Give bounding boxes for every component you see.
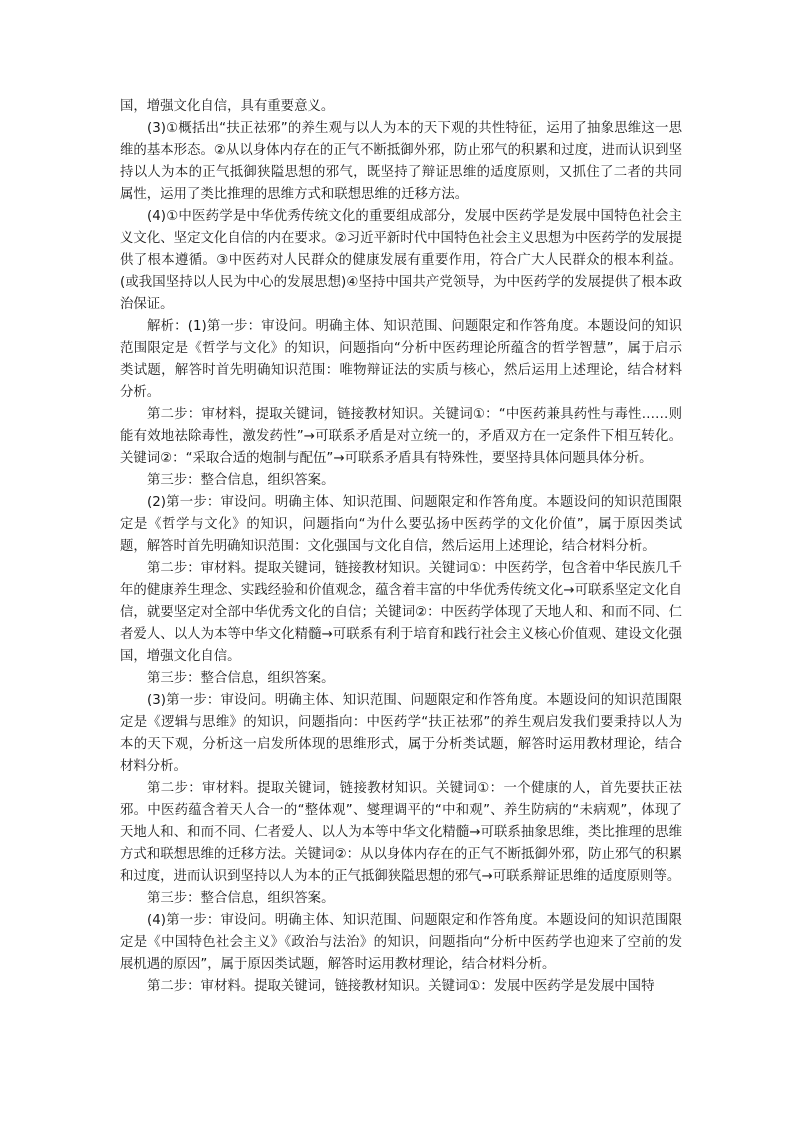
paragraph: 第三步：整合信息，组织答案。 <box>147 891 335 906</box>
paragraph: 第二步：审材料。提取关键词，链接教材知识。关键词①：一个健康的人，首先要扶正祛邪。中医药蕴含着天人合一的“整体观”、燮理调平的“中和观”、养生防病的“未病观”，体现了天地人和、和而不同、仁者爱人、以人为本等中华文化精髓→可联系抽象思维，类比推理的思维方式和联想思维的迁移方法。关键词②：从以身体内存在的正气不断抵御外邪，防止邪气的积累和过度，进而认识到坚持以人为本的正气抵御狭隘思想的邪气→可联系辩证思维的适度原则等。 <box>120 781 682 884</box>
paragraph: 解析：(1)第一步：审设问。明确主体、知识范围、问题限定和作答角度。本题设问的知识范围限定是《哲学与文化》的知识，问题指向“分析中医药理论所蕴含的哲学智慧”，属于启示类试题，解答时首先明确知识范围：唯物辩证法的实质与核心，然后运用上述理论，结合材料分析。 <box>120 319 682 400</box>
paragraph: 第三步：整合信息，组织答案。 <box>147 671 335 686</box>
paragraph: 第二步：审材料，提取关键词，链接教材知识。关键词①：“中医药兼具药性与毒性……则能有效地祛除毒性，激发药性”→可联系矛盾是对立统一的，矛盾双方在一定条件下相互转化。关键词②：“采取合适的炮制与配伍”→可联系矛盾具有特殊性，要坚持具体问题具体分析。 <box>120 407 682 466</box>
paragraph: (4)①中医药学是中华优秀传统文化的重要组成部分，发展中医药学是发展中国特色社会主义文化、坚定文化自信的内在要求。②习近平新时代中国特色社会主义思想为中医药学的发展提供了根本遵循。③中医药对人民群众的健康发展有重要作用，符合广大人民群众的根本利益。(或我国坚持以人民为中心的发展思想)④坚持中国共产党领导，为中医药学的发展提供了根本政治保证。 <box>120 209 682 312</box>
document-body <box>120 96 682 998</box>
paragraph: 第二步：审材料。提取关键词，链接教材知识。关键词①：发展中医药学是发展中国特 <box>147 979 655 994</box>
paragraph: 第三步：整合信息，组织答案。 <box>147 473 335 488</box>
paragraph: (3)①概括出“扶正祛邪”的养生观与以人为本的天下观的共性特征，运用了抽象思维这一思维的基本形态。②从以身体内存在的正气不断抵御外邪，防止邪气的积累和过度，进而认识到坚持以人为本的正气抵御狭隘思想的邪气，既坚持了辩证思维的适度原则，又抓住了二者的共同属性，运用了类比推理的思维方式和联想思维的迁移方法。 <box>120 121 682 202</box>
paragraph: (3)第一步：审设问。明确主体、知识范围、问题限定和作答角度。本题设问的知识范围限定是《逻辑与思维》的知识，问题指向：中医药学“扶正祛邪”的养生观启发我们要秉持以人为本的天下观，分析这一启发所体现的思维形式，属于分析类试题，解答时运用教材理论，结合材料分析。 <box>120 693 682 774</box>
paragraph: (2)第一步：审设问。明确主体、知识范围、问题限定和作答角度。本题设问的知识范围限定是《哲学与文化》的知识，问题指向“为什么要弘扬中医药学的文化价值”，属于原因类试题，解答时首先明确知识范围：文化强国与文化自信，然后运用上述理论，结合材料分析。 <box>120 495 682 554</box>
paragraph: 第二步：审材料。提取关键词，链接教材知识。关键词①：中医药学，包含着中华民族几千年的健康养生理念、实践经验和价值观念，蕴含着丰富的中华优秀传统文化→可联系坚定文化自信，就要坚定对全部中华优秀文化的自信；关键词②：中医药学体现了天地人和、和而不同、仁者爱人、以人为本等中华文化精髓→可联系有利于培育和践行社会主义核心价值观、建设文化强国，增强文化自信。 <box>120 561 682 664</box>
paragraph: (4)第一步：审设问。明确主体、知识范围、问题限定和作答角度。本题设问的知识范围限定是《中国特色社会主义》《政治与法治》的知识，问题指向“分析中医药学也迎来了空前的发展机遇的原因”，属于原因类试题，解答时运用教材理论，结合材料分析。 <box>120 913 682 972</box>
paragraph: 国，增强文化自信，具有重要意义。 <box>120 99 335 114</box>
